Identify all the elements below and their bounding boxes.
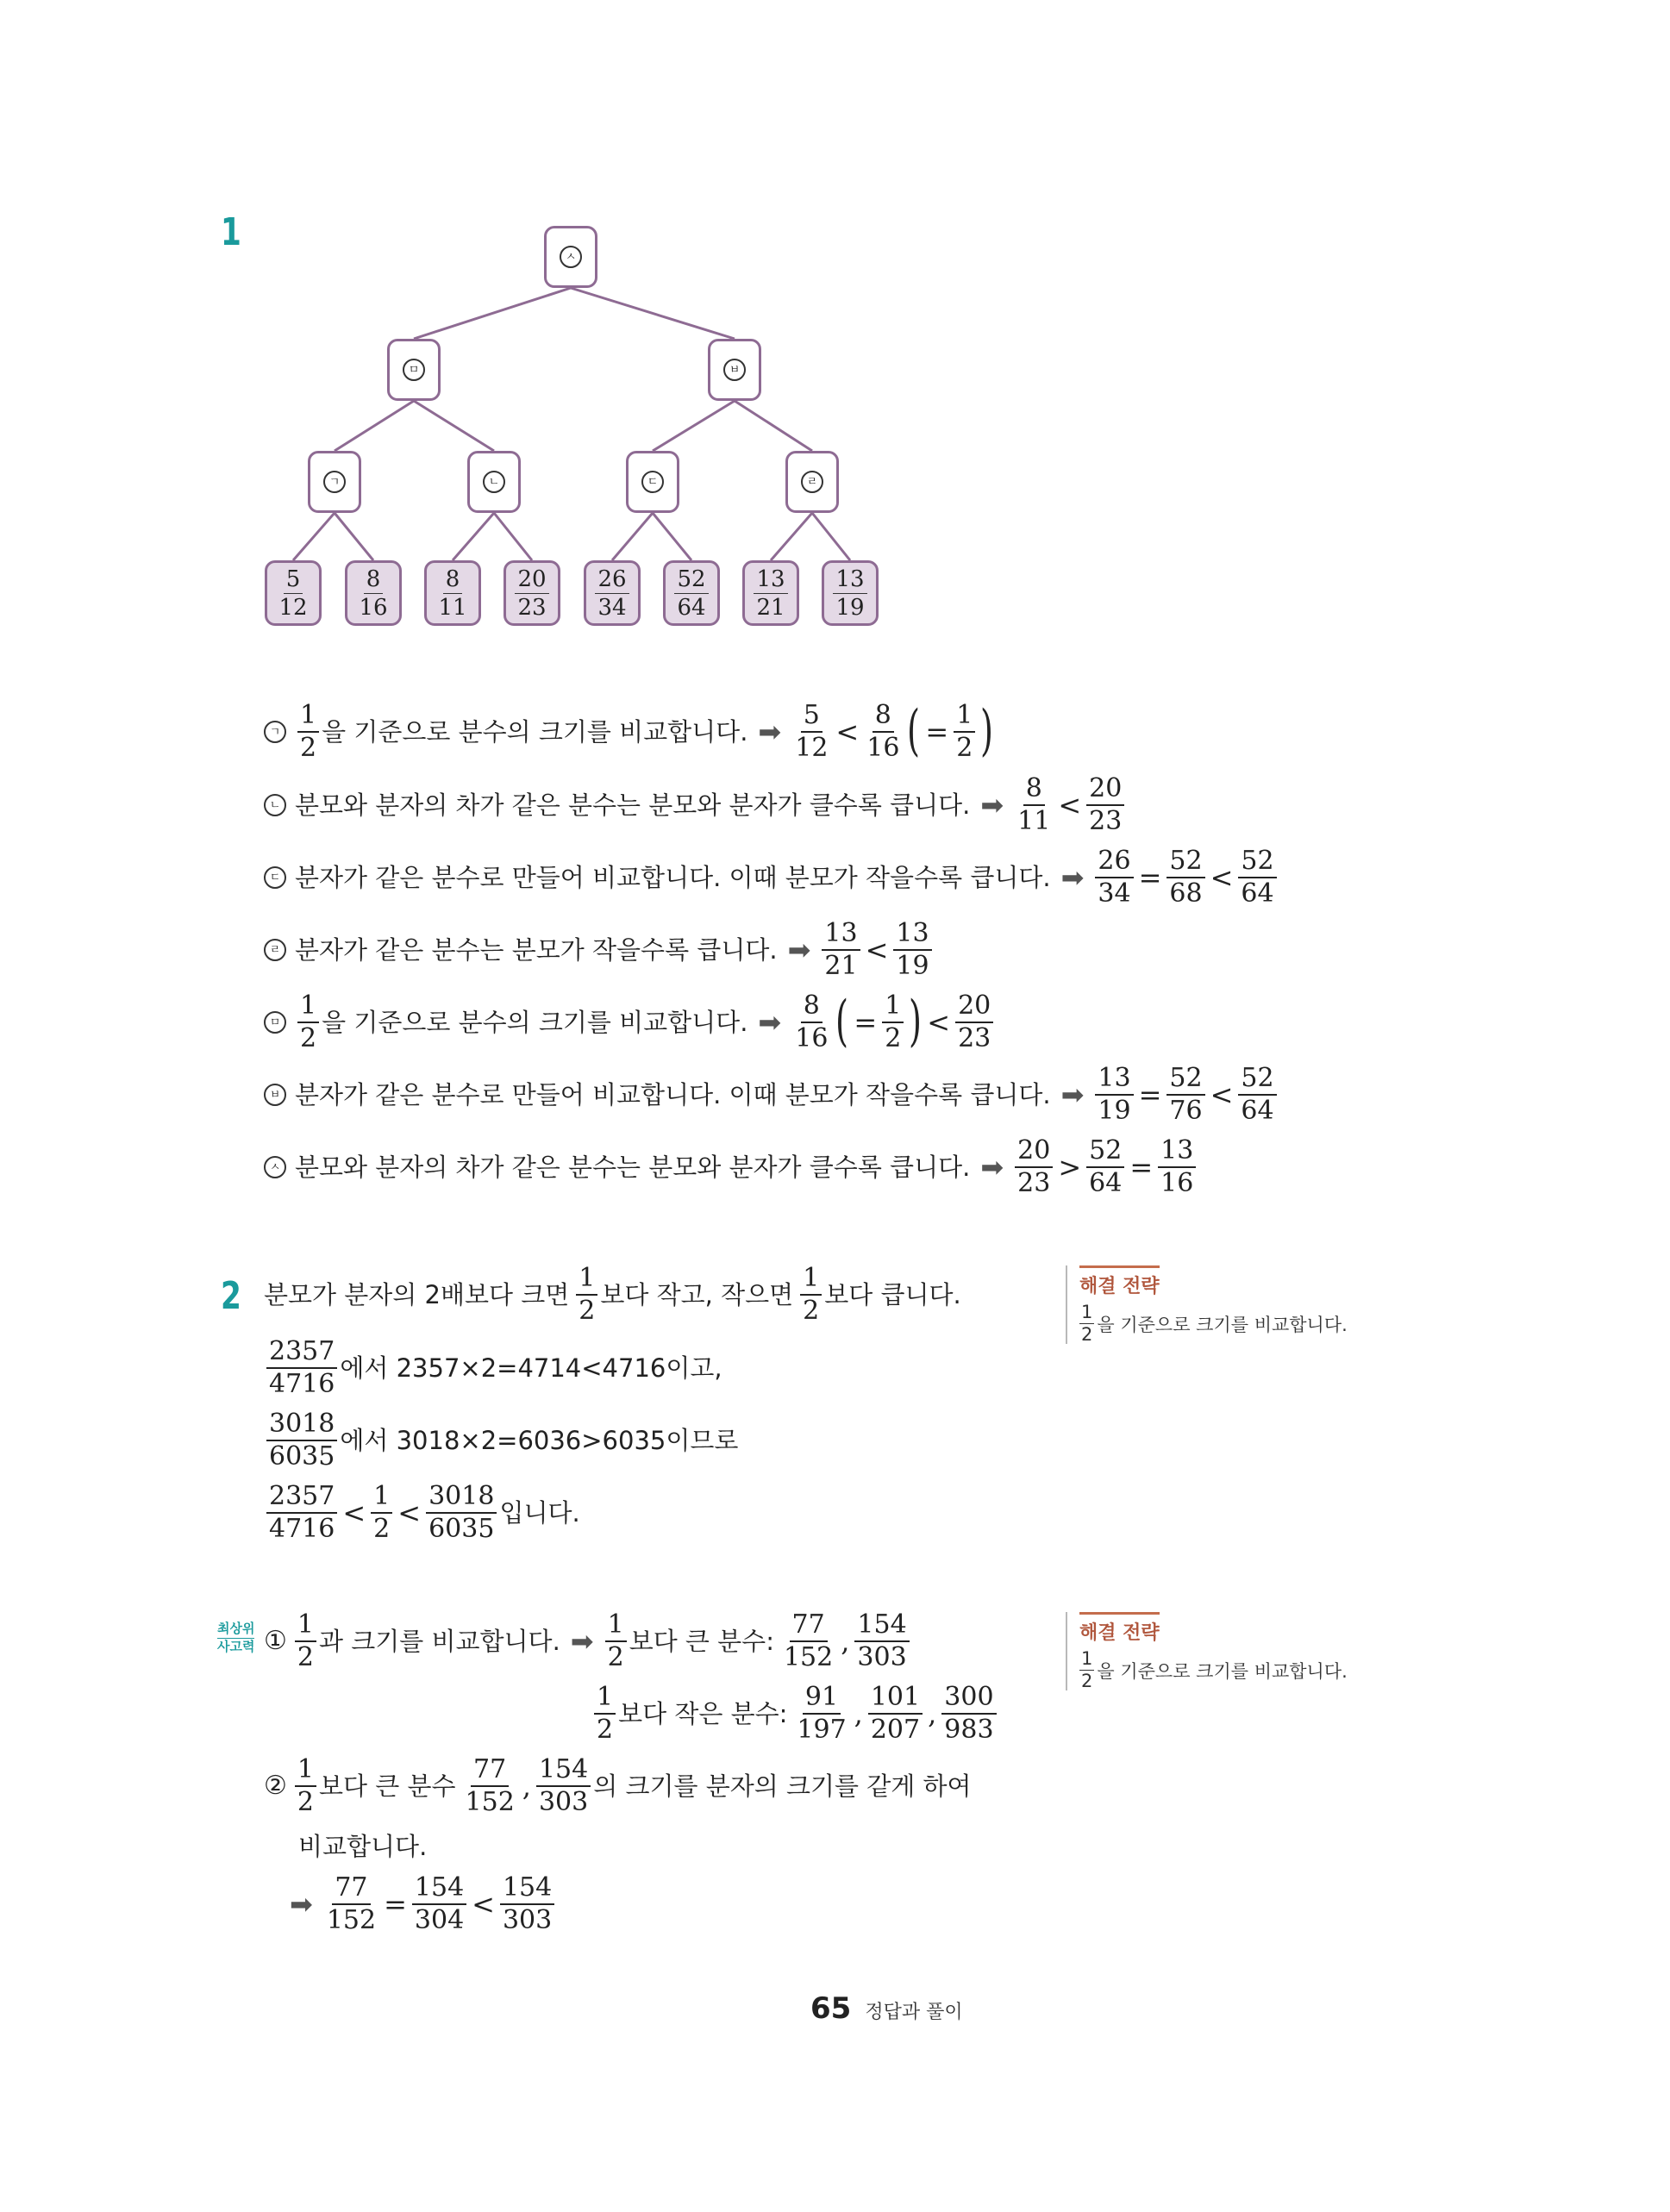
p1-line-nieun: ㄴ 분모와 분자의 차가 같은 분수는 분모와 분자가 클수록 큽니다. ➡ $\frac{8}{11}$ < $\frac{20}{23}$ — [264, 776, 1127, 834]
strategy-title: 해결 전략 — [1079, 1612, 1160, 1645]
page-number: 65 — [810, 1991, 852, 2026]
tree-node-root — [544, 226, 597, 288]
arrow-icon: ➡ — [1060, 1078, 1085, 1111]
p1-line-rieul: ㄹ 분자가 같은 분수는 분모가 작을수록 큽니다. ➡ $\frac{13}{21}$ < $\frac{13}{19}$ — [264, 921, 935, 979]
arrow-icon: ➡ — [758, 1006, 782, 1039]
arrow-icon: ➡ — [290, 1888, 313, 1921]
tree-node-nieun — [467, 451, 521, 513]
tree-node-rieul — [785, 451, 839, 513]
tree-leaf: $\frac{8}{11}$ — [424, 560, 481, 626]
p1-line-siot: ㅅ 분모와 분자의 차가 같은 분수는 분모와 분자가 클수록 큽니다. ➡ $\frac{20}{23}$ > $\frac{52}{64}$ = $\frac{13}{16}$ — [264, 1138, 1198, 1197]
page-footer — [810, 1991, 963, 2026]
mark-siot: ㅅ — [560, 246, 582, 268]
tree-leaf: $\frac{26}{34}$ — [584, 560, 641, 626]
problem-number-1: 1 — [221, 210, 241, 254]
problem-number-2: 2 — [221, 1274, 241, 1318]
mark-giyeok: ㄱ — [323, 471, 346, 493]
arrow-icon: ➡ — [758, 715, 782, 748]
p2-line-1: 분모가 분자의 2배보다 크면 $\frac{1}{2}$ 보다 작고, 작으면 $\frac{1}{2}$ 보다 큽니다. — [264, 1263, 961, 1326]
p2-line-2: $\frac{2357}{4716}$ 에서 2357×2=4714<4716이고, — [264, 1339, 722, 1397]
mark-rieul: ㄹ — [801, 471, 823, 493]
arrow-icon: ➡ — [1060, 861, 1085, 894]
p3-line-5: ➡ $\frac{77}{152}$ = $\frac{154}{304}$ < $\frac{154}{303}$ — [290, 1875, 557, 1934]
solution-strategy-box-2: 해결 전략 $\frac{1}{2}$ 을 기준으로 크기를 비교합니다. — [1066, 1612, 1348, 1690]
tree-node-digeut — [626, 451, 679, 513]
footer-label: 정답과 풀이 — [865, 2002, 963, 2023]
arrow-icon: ➡ — [980, 789, 1004, 822]
tree-leaf: $\frac{20}{23}$ — [504, 560, 560, 626]
p1-line-digeut: ㄷ 분자가 같은 분수로 만들어 비교합니다. 이때 분모가 작을수록 큽니다. ➡ $\frac{26}{34}$ = $\frac{52}{68}$ < $\frac{52}{64}$ — [264, 848, 1279, 907]
arrow-icon: ➡ — [787, 934, 811, 966]
arrow-icon: ➡ — [570, 1625, 594, 1658]
p3-line-1: ① $\frac{1}{2}$ 과 크기를 비교합니다. ➡ $\frac{1}{2}$ 보다 큰 분수: $\frac{77}{152}$ , $\frac{154}{303}$ — [264, 1612, 912, 1671]
mark-digeut: ㄷ — [641, 471, 664, 493]
p1-line-giyeok: ㄱ $\frac{1}{2}$ 을 기준으로 분수의 크기를 비교합니다. ➡ $\frac{5}{12}$ < $\frac{8}{16}$ ( = $\frac{1}{2}$ ) — [264, 703, 996, 761]
strategy-title: 해결 전략 — [1079, 1265, 1160, 1298]
tree-leaf: $\frac{13}{19}$ — [822, 560, 879, 626]
tree-node-mieum — [387, 339, 441, 401]
p2-line-3: $\frac{3018}{6035}$ 에서 3018×2=6036>6035이므로 — [264, 1411, 738, 1470]
top-thinking-badge: 최상위 사고력 — [217, 1621, 255, 1654]
p3-line-2: $\frac{1}{2}$ 보다 작은 분수: $\frac{91}{197}$ , $\frac{101}{207}$ , $\frac{300}{983}$ — [591, 1684, 999, 1743]
tree-node-giyeok — [308, 451, 361, 513]
mark-mieum: ㅁ — [403, 359, 425, 381]
tree-leaf: $\frac{5}{12}$ — [265, 560, 322, 626]
p1-line-bieup: ㅂ 분자가 같은 분수로 만들어 비교합니다. 이때 분모가 작을수록 큽니다. ➡ $\frac{13}{19}$ = $\frac{52}{76}$ < $\frac{52}{64}$ — [264, 1065, 1279, 1124]
strategy-text: 을 기준으로 크기를 비교합니다. — [1097, 1314, 1348, 1335]
tree-node-bieup — [708, 339, 761, 401]
tree-connectors — [0, 0, 1670, 655]
p1-line-mieum: ㅁ $\frac{1}{2}$ 을 기준으로 분수의 크기를 비교합니다. ➡ $\frac{8}{16}$ ( = $\frac{1}{2}$ ) < $\frac{20}{23}$ — [264, 993, 996, 1052]
strategy-text: 을 기준으로 크기를 비교합니다. — [1097, 1660, 1348, 1682]
mark-bieup: ㅂ — [723, 359, 746, 381]
solution-strategy-box-1: 해결 전략 $\frac{1}{2}$ 을 기준으로 크기를 비교합니다. — [1066, 1265, 1348, 1344]
arrow-icon: ➡ — [980, 1151, 1004, 1184]
tree-leaf: $\frac{13}{21}$ — [742, 560, 799, 626]
tree-leaf: $\frac{52}{64}$ — [663, 560, 720, 626]
tree-leaf: $\frac{8}{16}$ — [345, 560, 402, 626]
p3-line-3: ② $\frac{1}{2}$ 보다 큰 분수 $\frac{77}{152}$ , $\frac{154}{303}$ 의 크기를 분자의 크기를 같게 하여 — [264, 1754, 972, 1817]
p2-line-4: $\frac{2357}{4716}$ < $\frac{1}{2}$ < $\frac{3018}{6035}$ 입니다. — [264, 1484, 580, 1542]
p3-line-4: 비교합니다. — [298, 1832, 428, 1861]
mark-nieun: ㄴ — [483, 471, 505, 493]
